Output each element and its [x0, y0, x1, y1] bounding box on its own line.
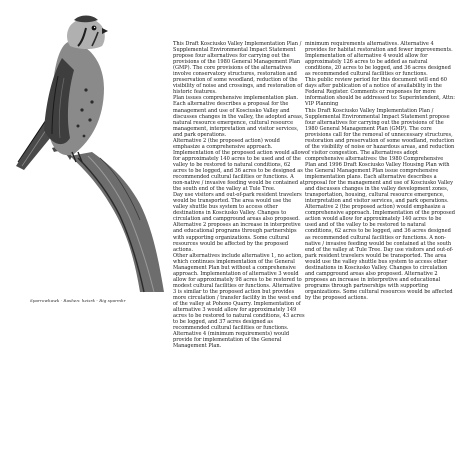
- paragraph: Plan issues comprehensive implementation plan. Each alternative describes a proposal for the management and use of Kosciusko Valley and discusses changes in the valley, the adopted areas, natural resource emergence, cultural resource management, interpretation and visitor services, and park operations.: [173, 95, 304, 138]
- paragraph: Other alternatives include alternative 1, no action, which continues implementation of the General Management Plan but without a comprehensive approach. Implementation of alternative 3 would allow for approximately 98 acres to be restored to modest cultural facilities or functions. Alternative 3 is similar to the proposed action but provides more circulation / transfer facility in the west end of the valley at Pohono Quarry. Implementation of alternative 3 would allow for approximately 149 acres to be restored to natural conditions, 43 acres to be logged, and 37 acres designed as recommended cultural facilities or functions. Alternative 4 (minimum requirements) would provide for implementation of the General Management Plan.: [173, 252, 305, 350]
- text-column-right: [305, 41, 455, 301]
- paragraph: Alternative 2 (the proposed action) would emphasize a comprehensive approach. Implementation of the proposed action would allow for approximately 140 acres to be used and of the valley to be restored to natural conditions, 62 acres to be logged, and 36 acres to be designed as recommended cultural facilities or functions. A non-native / invasive feeding would be contained at the south end of the valley at Tule Tree.: [173, 137, 305, 193]
- paragraph: Alternative 2 (the proposed action) would emphasize a comprehensive approach. Implementation of the proposed action would allow for approximately 140 acres to be used and of the valley to be restored to natural conditions, 62 acres to be logged, and 36 acres designed as recommended cultural facilities or functions. A non-native / invasive feeding would be contained at the south end of the valley at Tule Tree. Day use visitors and out-of-park resident travelers would be transported. The area would use the valley shuttle bus system to access other destinations in Kosciusko Valley. Changes to circulation and campground areas also proposed. Alternative 2 proposes an increase in interpretive and educational programs through partnerships with supporting organizations. Some cultural resources would be affected by the proposed actions.: [305, 204, 455, 301]
- paragraph: This Draft Kosciusko Valley Implementation Plan / Supplemental Environmental Impact Statement propose four alternatives for carrying out the provisions of the 1980 General Management Plan (GMP). The core provisions call for the removal of unnecessary structures, restoration and preservation of some woodland, reduction of the visibility of noise or hazardous areas, and reduction of visitor congestion. The alternatives adopt comprehensive alternatives: the 1980 Comprehensive Plan and 1996 Draft Kosciusko Valley Housing Plan with the General Management Plan issue comprehensive implementation plans. Each alternative describes a proposal for the management and use of Kosciusko Valley and discusses changes in the valley development zones, transportation, housing, cultural resource emergence, interpretation and visitor services, and park operations.: [305, 107, 455, 205]
- paragraph: Day use visitors and out-of-park resident travelers would be transported. The area would use the valley shuttle bus system to access other destinations in Kosciusko Valley. Changes to circulation and campground areas also proposed. Alternative 2 proposes an increase in interpretive and educational programs through partnerships with supporting organizations. Some cultural resources would be affected by the proposed actions.: [173, 192, 302, 253]
- text-column-left: [173, 41, 305, 349]
- paragraph: This public review period for this document will end 60 days after publication of a notice of availability in the Federal Register. Comments or responses for more information should be addressed to: Superintendent, Attn: VIP Planning: [305, 77, 455, 108]
- paragraph: This Draft Kosciusko Valley Implementation Plan / Supplemental Environmental Impact Statement propose four alternatives for carrying out the provisions of the 1980 General Management Plan (GMP). The core provisions of the alternatives involve conservatory structures, restoration and preservation of some woodland, reduction of the visibility of noise and crossings, and restoration of historic features.: [173, 41, 303, 96]
- paragraph: minimum requirements alternatives. Alternative 4 provides for habitat restoration and fewer improvements. Implementation of alternative 4 would allow for approximately 126 acres to be added as natural conditions, 20 acres to be logged, and 36 acres designed as recommended cultural facilities or functions.: [305, 41, 453, 78]
- bird-illustration: [8, 6, 168, 296]
- figure-caption: Sparrowhawk · Rashen: heisrk - Rig sparmhr: [30, 298, 126, 303]
